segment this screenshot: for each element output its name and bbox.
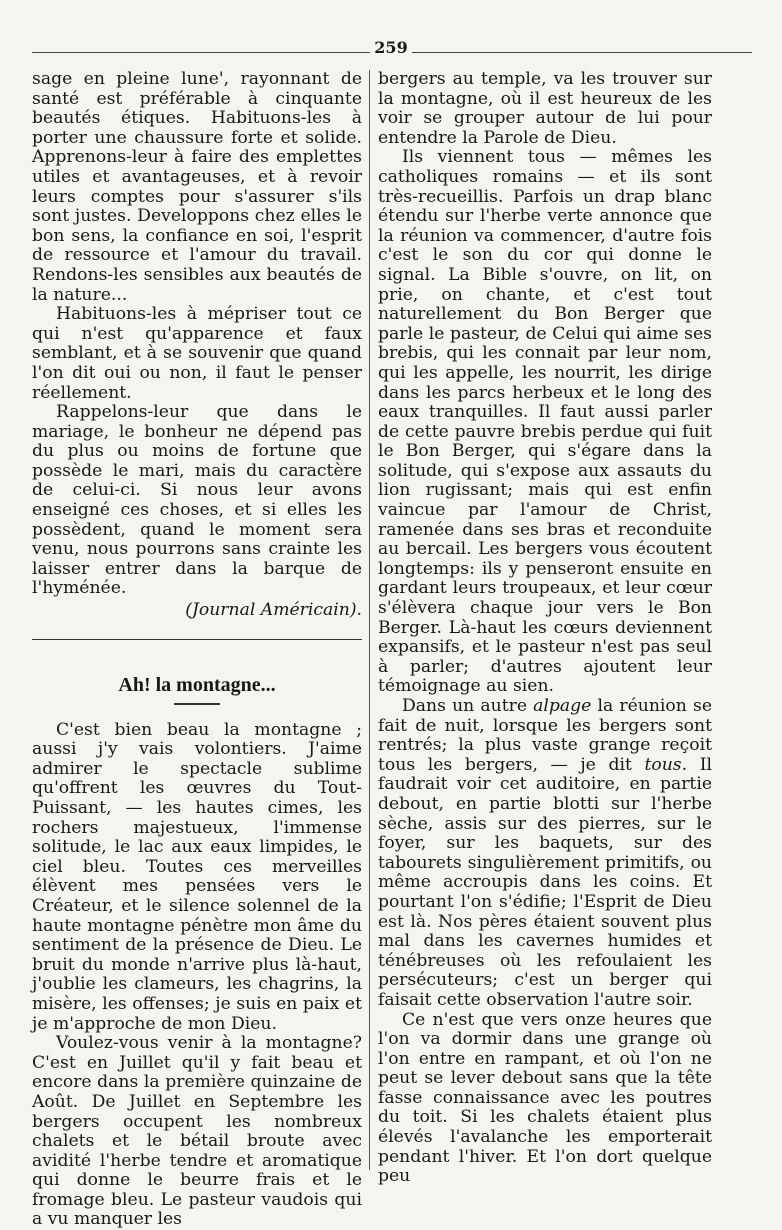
title-ornament xyxy=(174,703,220,705)
text-run: Dans un autre xyxy=(402,696,534,716)
paragraph: Ils viennent tous — mêmes les catholiques romains — et ils sont très-recueillis. Parfois un drap blanc étendu sur l'herbe verte annonce que la réunion va commencer, d'autre fois c'est le son du cor qui donne le signal. La Bible s'ouvre, on lit, on prie, on chante, et c'est tout naturellement du Bon Berger que parle le pasteur, de Celui qui aime ses brebis, qui les connait par leur nom, qui les appelle, les nourrit, les dirige dans les parcs herbeux et le long des eaux tranquilles. Il faut aussi parler de cette pauvre brebis perdue qui fuit le Bon Berger, qui s'égare dans la solitude, qui s'expose aux assauts du lion rugissant; mais qui est enfin vaincue par l'amour de Christ, ramenée dans ses bras et reconduite au bercail. Les bergers vous écoutent longtemps: ils y penseront ensuite en gardant leurs troupeaux, et leur cœur s'élèvera chaque jour vers le Bon Berger. Là-haut les cœurs deviennent expansifs, et le pasteur n'est pas seul à parler; d'autres ajoutent leur témoignage au sien. xyxy=(378,147,712,697)
paragraph: bergers au temple, va les trouver sur la montagne, où il est heureux de les voir se grouper autour de lui pour entendre la Parole de Dieu. xyxy=(378,69,712,148)
page-number: 259 xyxy=(370,38,411,57)
page-number-container xyxy=(0,38,782,57)
right-column xyxy=(378,70,712,1187)
emphasis: alpage xyxy=(533,696,592,716)
article-title: Ah! la montagne... xyxy=(118,673,276,696)
left-column xyxy=(32,70,362,1230)
paragraph: Habituons-les à mépriser tout ce qui n'est qu'apparence et faux semblant, et à se souvenir que quand l'on dit oui ou non, il faut le penser réellement. xyxy=(32,304,362,403)
column-divider xyxy=(369,70,370,1170)
paragraph xyxy=(378,697,712,1011)
text-run: . Il faudrait voir cet auditoire, en partie debout, en partie blotti sur l'herbe sèche, assis sur des pierres, sur le foyer, sur les baquets, sur des tabourets singulièrement primitifs, ou même accroupis dans les coins. Et pourtant l'on s'édifie; l'Esprit de Dieu est là. Nos pères étaient souvent plus mal dans les cavernes humides et ténébreuses où les refoulaient les persécuteurs; c'est un berger qui faisait cette observation l'autre soir. xyxy=(378,754,713,1010)
emphasis: tous xyxy=(644,754,682,775)
paragraph: Voulez-vous venir à la montagne? C'est en Juillet qu'il y fait beau et encore dans la première quinzaine de Août. De Juillet en Septembre les bergers occupent les nombreux chalets et le bétail broute avec avidité l'herbe tendre et aromatique qui donne le beurre frais et le fromage bleu. Le pasteur vaudois qui a vu manquer les xyxy=(32,1033,362,1230)
text-run: la réunion se fait de nuit, lorsque les bergers sont rentrés; la plus vaste grange reçoit tous les bergers, — je dit xyxy=(378,696,712,775)
paragraph: Rappelons-leur que dans le mariage, le bonheur ne dépend pas du plus ou moins de fortune que possède le mari, mais du caractère de celui-ci. Si nous leur avons enseigné ces choses, et si elles les possèdent, quand le moment sera venu, nous pourrons sans crainte les laisser entrer dans la barque de l'hyménée. xyxy=(32,402,362,599)
article-separator xyxy=(32,639,362,640)
paragraph: C'est bien beau la montagne ; aussi j'y vais volontiers. J'aime admirer le spectacle sublime qu'offrent les œuvres du Tout-Puissant, — les hautes cimes, les rochers majestueux, l'immense solitude, le lac aux eaux limpides, le ciel bleu. Toutes ces merveilles élèvent mes pensées vers le Créateur, et le silence solennel de la haute montagne pénètre mon âme du sentiment de la présence de Dieu. Le bruit du monde n'arrive plus là-haut, j'oublie les clameurs, les chagrins, la misère, les offenses; je suis en paix et je m'approche de mon Dieu. xyxy=(32,719,362,1034)
source-attribution: (Journal Américain). xyxy=(185,600,362,621)
paragraph: Ce n'est que vers onze heures que l'on va dormir dans une grange où l'on entre en rampant, et où l'on ne peut se lever debout sans que la tête fasse connaissance avec les poutres du toit. Si les chalets étaient plus élevés l'avalanche les emporterait pendant l'hiver. Et l'on dort quelque peu xyxy=(378,1009,712,1187)
paragraph: sage en pleine lune', rayonnant de santé est préférable à cinquante beautés étiques. Habituons-les à porter une chaussure forte et solide. Apprenons-leur à faire des emplettes utiles et avantageuses, et à revoir leurs comptes pour s'assurer s'ils sont justes. Developpons chez elles le bon sens, la confiance en soi, l'esprit de ressource et l'amour du travail. Rendons-les sensibles aux beautés de la nature... xyxy=(32,69,362,305)
